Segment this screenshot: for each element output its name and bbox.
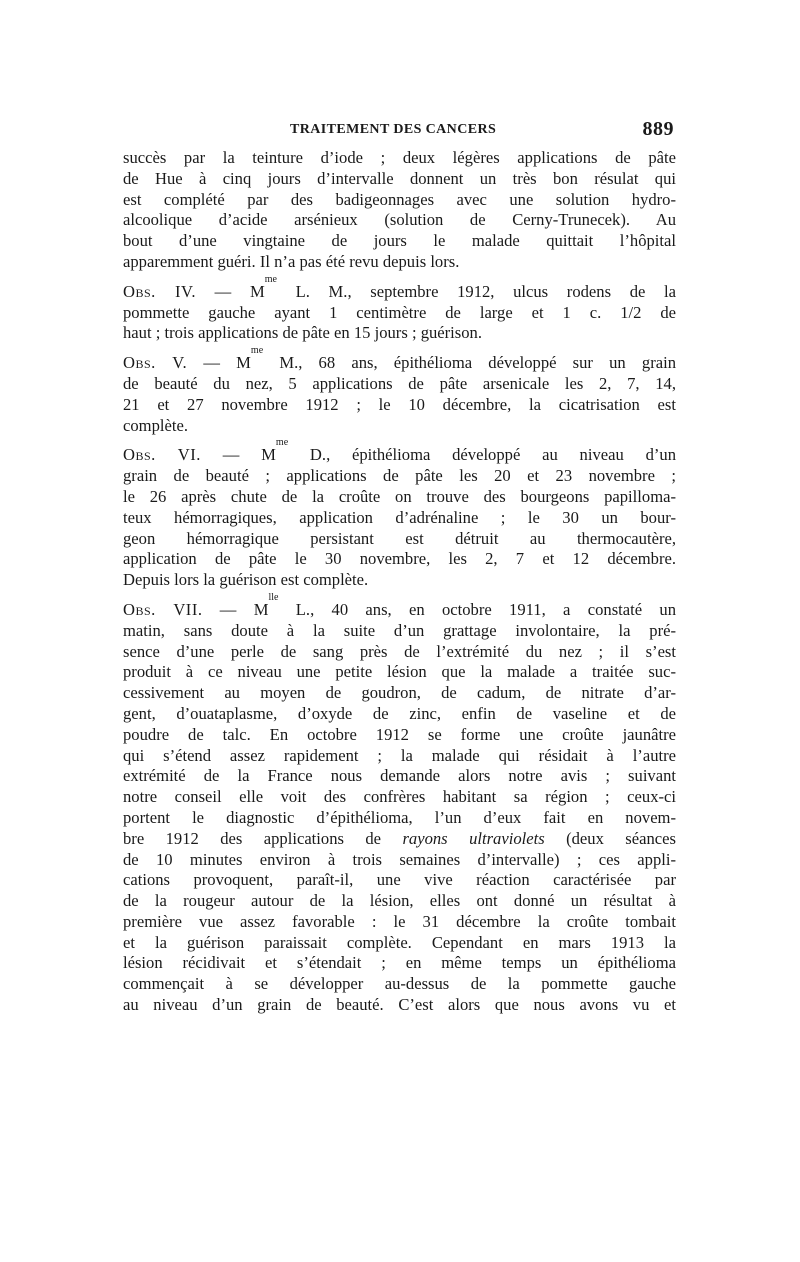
text-line: le 26 après chute de la croûte on trouve des bourgeons papilloma- xyxy=(123,486,676,506)
observation-first-line: L., 40 ans, en octobre 1911, a constaté un xyxy=(278,599,676,619)
text-line: complète. xyxy=(123,415,188,435)
text-line: succès par la teinture d’iode ; deux légères applications de pâte xyxy=(123,148,676,167)
observation-label: Obs. IV. xyxy=(123,281,196,301)
patient-title-sup: me xyxy=(250,345,264,357)
text-line: poudre de talc. En octobre 1912 se forme une croûte jaunâtre xyxy=(123,724,676,744)
text-line: haut ; trois applications de pâte en 15 jours ; guérison. xyxy=(123,323,482,343)
text-line: cessivement au moyen de goudron, de cadum, de nitrate d’ar- xyxy=(123,683,676,703)
observation-label: Obs. V. xyxy=(123,353,188,373)
text-line: geon hémorragique persistant est détruit au thermocautère, xyxy=(123,528,676,548)
observation-heading-line: Obs. VI. — $M^{me}$ D., épithélioma développé au niveau d’un xyxy=(123,437,676,465)
observation-label: Obs. VII. xyxy=(123,599,203,619)
text-segment: bre 1912 des applications de xyxy=(123,828,403,848)
patient-title: M xyxy=(249,281,265,301)
running-head xyxy=(123,118,676,148)
text-line: notre conseil elle voit des confrères habitant sa région ; ceux-ci xyxy=(123,787,676,807)
patient-title: M xyxy=(236,353,251,373)
text-line: teux hémorragiques, application d’adrénaline ; le 30 un bour- xyxy=(123,507,676,527)
text-line: produit à ce niveau une petite lésion que la malade a traitée suc- xyxy=(123,662,676,682)
page-number: 889 xyxy=(642,118,674,140)
patient-title-sup: lle xyxy=(268,591,279,603)
text-line: au niveau d’un grain de beauté. C’est alors que nous avons vu et xyxy=(123,995,676,1015)
text-line: gent, d’ouataplasme, d’oxyde de zinc, enfin de vaseline et de xyxy=(123,703,676,723)
text-line: alcoolique d’acide arsénieux (solution de Cerny-Trunecek). Au xyxy=(123,210,676,230)
text-line: est complété par des badigeonnages avec une solution hydro- xyxy=(123,189,676,209)
observation-first-line: D., épithélioma développé au niveau d’un xyxy=(288,445,676,465)
text-line: qui s’étend assez rapidement ; la malade qui résidait à l’autre xyxy=(123,745,676,765)
text-line: Depuis lors la guérison est complète. xyxy=(123,570,369,590)
observation-first-line: L. M., septembre 1912, ulcus rodens de la xyxy=(276,281,677,301)
running-title: TRAITEMENT DES CANCERS xyxy=(290,122,497,137)
text-line: et la guérison paraissait complète. Cependant en mars 1913 la xyxy=(123,932,676,952)
observation-heading-line: Obs. V. — $M^{me}$ M., 68 ans, épithélioma développé sur un grain xyxy=(123,345,676,373)
text-line: lésion récidivait et s’étendait ; en même temps un épithélioma xyxy=(123,953,676,973)
observation-vii xyxy=(123,591,676,1016)
text-line: grain de beauté ; applications de pâte les 20 et 23 novembre ; xyxy=(123,466,676,486)
text-line: cations provoquent, paraît-il, une vive réaction caractérisée par xyxy=(123,870,676,890)
patient-title: M xyxy=(261,445,276,465)
text-line: de la rougeur autour de la lésion, elles ont donné un résultat à xyxy=(123,891,676,911)
text-line: sence d’une perle de sang près de l’extrémité du nez ; il s’est xyxy=(123,641,676,661)
patient-title: M xyxy=(253,599,269,619)
text-line: bout d’une vingtaine de jours le malade quittait l’hôpital xyxy=(123,231,676,251)
paragraph-intro xyxy=(123,148,676,273)
patient-title-sup: me xyxy=(275,437,289,449)
italic-term: rayons ultraviolets xyxy=(402,828,545,848)
observation-label: Obs. VI. xyxy=(123,445,201,465)
text-segment: (deux séances xyxy=(544,828,676,848)
patient-title-sup: me xyxy=(264,273,277,285)
observation-v xyxy=(123,345,676,436)
text-line: de 10 minutes environ à trois semaines d’intervalle) ; ces appli- xyxy=(123,849,676,869)
text-line: apparemment guéri. Il n’a pas été revu depuis lors. xyxy=(123,251,460,271)
text-line: pommette gauche ayant 1 centimètre de large et 1 c. 1/2 de xyxy=(123,302,676,322)
observation-vi xyxy=(123,437,676,591)
text-line: 21 et 27 novembre 1912 ; le 10 décembre, la cicatrisation est xyxy=(123,394,676,414)
text-line: application de pâte le 30 novembre, les 2, 7 et 12 décembre. xyxy=(123,549,676,569)
text-line: portent le diagnostic d’épithélioma, l’un d’eux fait en novem- xyxy=(123,807,676,827)
text-line: première vue assez favorable : le 31 décembre la croûte tombait xyxy=(123,911,676,931)
text-line: de Hue à cinq jours d’intervalle donnent un très bon résulat qui xyxy=(123,168,676,188)
book-page xyxy=(123,118,676,1016)
text-line: extrémité de la France nous demande alors notre avis ; suivant xyxy=(123,766,676,786)
observation-heading-line: Obs. IV. — $M^{me}$ L. M., septembre 1912, ulcus rodens de la xyxy=(123,273,677,301)
text-line: commençait à se développer au-dessus de la pommette gauche xyxy=(123,974,676,994)
observation-first-line: M., 68 ans, épithélioma développé sur un grain xyxy=(263,353,676,373)
observation-heading-line: Obs. VII. — $M^{lle}$ L., 40 ans, en octobre 1911, a constaté un xyxy=(123,591,676,619)
observation-iv xyxy=(123,273,677,344)
text-line: matin, sans doute à la suite d’un grattage involontaire, la pré- xyxy=(123,620,676,640)
text-line-with-italic xyxy=(123,829,676,850)
text-line: de beauté du nez, 5 applications de pâte arsenicale les 2, 7, 14, xyxy=(123,373,676,393)
